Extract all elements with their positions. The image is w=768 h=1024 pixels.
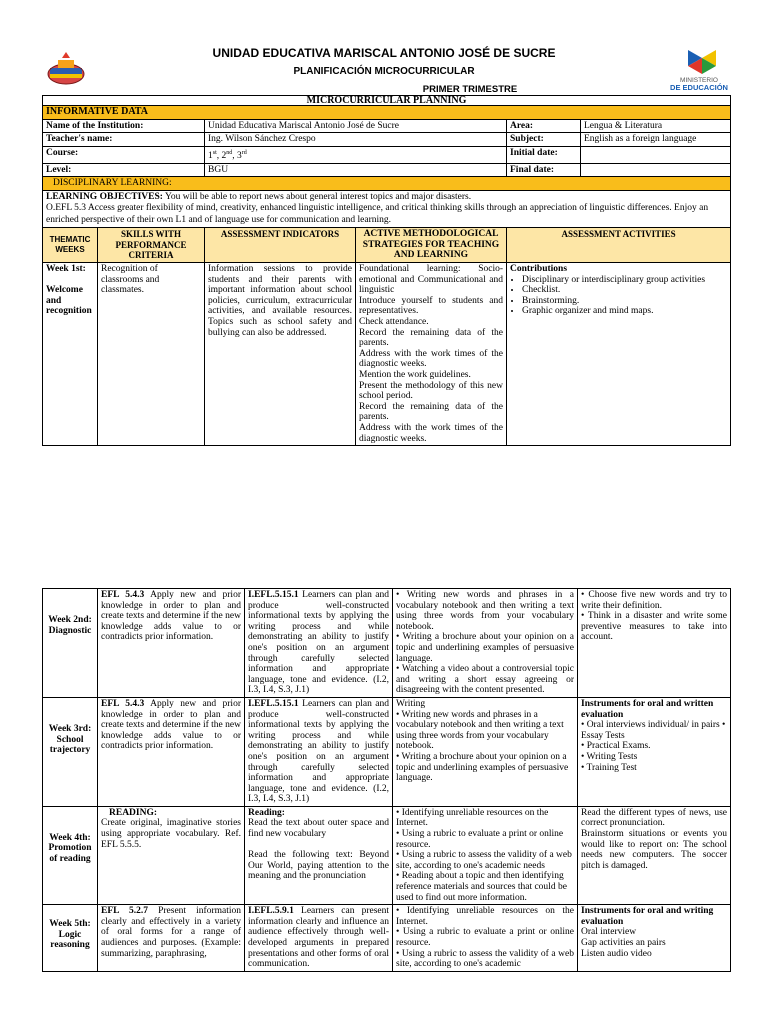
week4-skills: READING: Create original, imaginative stories using appropriate vocabulary. Ref. EFL 5.5.5. (98, 806, 245, 904)
course-label: Course: (43, 146, 205, 163)
ministry-line2: DE EDUCACIÓN (670, 83, 728, 92)
trimester-title: PRIMER TRIMESTRE (422, 84, 518, 95)
teacher-label: Teacher's name: (43, 133, 205, 147)
week5-indicators: I.EFL.5.9.1 Learners can present information clearly and influence an audience effectively through well-developed arguments in prepared presentations and other forms of oral communication. (245, 905, 393, 972)
week1-strategies: Foundational learning: Socio-emotional and Communicational and linguistic Introduce yourself to students and representatives. Check attendance. Record the remaining data of the parents. Address with the work times of the diagnostic weeks. Mention the work guidelines. Present the methodology of this new school period. Record the remaining data of the parents. Address with the work times of the diagnostic weeks. (356, 263, 507, 446)
week5-strategies: • Identifying unreliable resources on the Internet. • Using a rubric to evaluate a print or online resource. • Using a rubric to assess the validity of a web site, according to one's academic (393, 905, 578, 972)
week1-skills: Recognition of classrooms and classmates. (98, 263, 205, 446)
week2-cell: Week 2nd: Diagnostic (43, 589, 98, 698)
informative-data-heading: INFORMATIVE DATA (43, 106, 731, 120)
week4-cell: Week 4th: Promotion of reading (43, 806, 98, 904)
table-row (43, 905, 731, 972)
col-header-activities: ASSESSMENT ACTIVITIES (507, 228, 731, 263)
subject-label: Subject: (507, 133, 581, 147)
ministry-logo (666, 48, 732, 92)
course-value: 1st, 2nd, 3rd (205, 146, 507, 163)
table-row (43, 263, 731, 446)
col-header-indicators: ASSESSMENT INDICATORS (205, 228, 356, 263)
week2-activities: • Choose five new words and try to write their definition. • Think in a disaster and write some preventive measures to take into account. (578, 589, 731, 698)
disciplinary-learning-heading: DISCIPLINARY LEARNING: (43, 177, 731, 191)
school-name: UNIDAD EDUCATIVA MARISCAL ANTONIO JOSÉ DE SUCRE (212, 46, 556, 60)
microcurricular-title: MICROCURRICULAR PLANNING (43, 96, 731, 106)
teacher-value: Ing. Wilson Sánchez Crespo (205, 133, 507, 147)
planning-table-top (42, 95, 731, 446)
week1-indicators: Information sessions to provide students and their parents with important information about school policies, curriculum, extracurricular activities, and available resources. Topics such as school safety and bullying can also be addressed. (205, 263, 356, 446)
subject-value: English as a foreign language (581, 133, 731, 147)
week1-activities: Contributions • Disciplinary or interdisciplinary group activities • Checklist. • Brainstorming. • Graphic organizer and mind maps. (507, 263, 731, 446)
initial-date-value (581, 146, 731, 163)
col-header-weeks: THEMATIC WEEKS (43, 228, 98, 263)
area-value: Lengua & Literatura (581, 119, 731, 133)
week1-cell: Week 1st: Welcome and recognition (43, 263, 98, 446)
planning-title: PLANIFICACIÓN MICROCURRICULAR (293, 66, 475, 77)
level-value: BGU (205, 163, 507, 177)
area-label: Area: (507, 119, 581, 133)
final-date-label: Final date: (507, 163, 581, 177)
table-row (43, 806, 731, 904)
col-header-strategies: ACTIVE METHODOLOGICAL STRATEGIES FOR TEACHING AND LEARNING (356, 228, 507, 263)
ministry-emblem-icon (666, 48, 732, 74)
week5-cell: Week 5th: Logic reasoning (43, 905, 98, 972)
week3-skills: EFL 5.4.3 Apply new and prior knowledge in order to plan and create texts and determine if the new knowledge adds value to or contradicts prior information. (98, 697, 245, 806)
week4-indicators: Reading: Read the text about outer space and find new vocabulary Read the following text: Beyond Our World, paying attention to the meaning and the pronunciation (245, 806, 393, 904)
planning-table-bottom (42, 588, 731, 972)
ministry-line1: MINISTERIO (680, 77, 718, 84)
table-row (43, 589, 731, 698)
initial-date-label: Initial date: (507, 146, 581, 163)
week4-strategies: • Identifying unreliable resources on the Internet. • Using a rubric to evaluate a print or online resource. • Using a rubric to assess the validity of a web site, according to one's academic needs • Reading about a topic and then identifying reference materials and sources that could be used to find out more information. (393, 806, 578, 904)
week3-strategies: Writing • Writing new words and phrases in a vocabulary notebook and then writing a text using three words from your vocabulary notebook. • Writing a brochure about your opinion on a topic and underlining examples of persuasive language. (393, 697, 578, 806)
week2-skills: EFL 5.4.3 Apply new and prior knowledge in order to plan and create texts and determine if the new knowledge adds value to or contradicts prior information. (98, 589, 245, 698)
week3-indicators: I.EFL.5.15.1 Learners can plan and produce well-constructed informational texts by applying the writing process and while demonstrating an ability to justify one's position on an argument through carefully selected information and appropriate language, tone and evidence. (I.2, I.3, I.4, S.3, J.1) (245, 697, 393, 806)
col-header-skills: SKILLS WITH PERFORMANCE CRITERIA (98, 228, 205, 263)
week5-activities: Instruments for oral and writing evaluation Oral interview Gap activities an pairs Listen audio video (578, 905, 731, 972)
table-row (43, 697, 731, 806)
week3-cell: Week 3rd: School trajectory (43, 697, 98, 806)
final-date-value (581, 163, 731, 177)
learning-objectives: LEARNING OBJECTIVES: You will be able to report news about general interest topics and major disasters. O.EFL 5.3 Access greater flexibility of mind, creativity, enhanced linguistic intelligence, and critical thinking skills through an appreciation of linguistic differences. Enjoy an enriched perspective of their own L1 and of language use for communication and learning. (43, 190, 731, 228)
week3-activities: Instruments for oral and written evaluation • Oral interviews individual/ in pairs • Essay Tests • Practical Exams. • Writing Tests • Training Test (578, 697, 731, 806)
week4-activities: Read the different types of news, use correct pronunciation. Brainstorm situations or events you would like to report on: The school needs new computers. The soccer pitch is damaged. (578, 806, 731, 904)
week2-indicators: I.EFL.5.15.1 Learners can plan and produce well-constructed informational texts by applying the writing process and while demonstrating an ability to justify one's position on an argument through carefully selected information and appropriate language, tone and evidence. (I.2, I.3, I.4, S.3, J.1) (245, 589, 393, 698)
institution-label: Name of the Institution: (43, 119, 205, 133)
week2-strategies: • Writing new words and phrases in a vocabulary notebook and then writing a text using three words from your vocabulary notebook. • Writing a brochure about your opinion on a topic and underlining examples of persuasive language. • Watching a video about a controversial topic and writing a short essay agreeing or disagreeing with the content presented. (393, 589, 578, 698)
level-label: Level: (43, 163, 205, 177)
institution-value: Unidad Educativa Mariscal Antonio José de Sucre (205, 119, 507, 133)
week5-skills: EFL 5.2.7 Present information clearly and effectively in a variety of oral forms for a range of audiences and purposes. (Example: summarizing, paraphrasing, (98, 905, 245, 972)
